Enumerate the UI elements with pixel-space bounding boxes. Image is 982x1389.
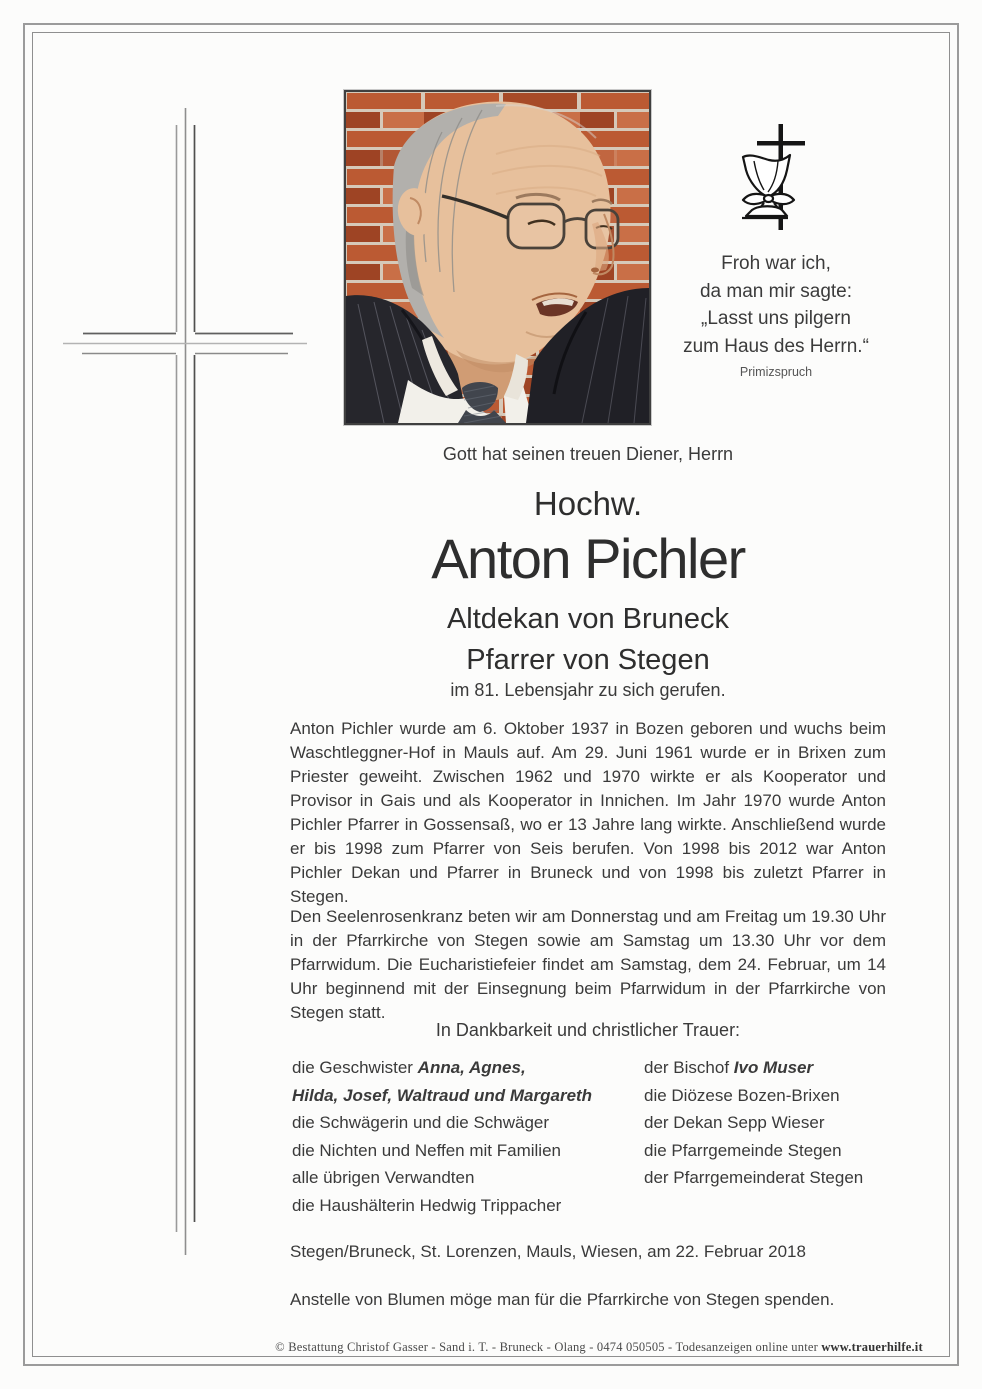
quote-line: da man mir sagte: <box>699 280 853 302</box>
mourning-header: In Dankbarkeit und christlicher Trauer: <box>435 1020 741 1040</box>
subtitle-altdekan: Altdekan von Bruneck <box>446 603 730 635</box>
deceased-name: Anton Pichler <box>431 527 745 590</box>
mourner-relation: die Schwägerin und die Schwäger <box>292 1113 550 1132</box>
footer-website-link: www.trauerhilfe.it <box>821 1340 923 1354</box>
footer <box>240 1340 958 1355</box>
mourner-relation: der Pfarrgemeinderat Stegen <box>644 1168 864 1187</box>
mourner-relation: die Haushälterin Hedwig Trippacher <box>292 1195 562 1215</box>
title-prefix: Hochw. <box>533 485 643 522</box>
mourner-line <box>292 1082 644 1110</box>
chalice-cup <box>742 155 794 218</box>
mourner-name: Anna, Agnes, <box>417 1058 526 1077</box>
quote-line: „Lasst uns pilgern <box>701 308 851 329</box>
cross-vertical-lines <box>177 108 195 1255</box>
mourner-relation: der Dekan Sepp Wieser <box>644 1113 825 1132</box>
mourner-line <box>644 1082 932 1110</box>
mourner-line <box>644 1137 932 1165</box>
mourner-relation: die Diözese Bozen-Brixen <box>644 1085 840 1105</box>
date-line: Stegen/Bruneck, St. Lorenzen, Mauls, Wiesen, am 22. Februar 2018 <box>290 1242 806 1261</box>
intro-line: Gott hat seinen treuen Diener, Herrn <box>442 444 734 464</box>
mourner-line <box>644 1054 932 1082</box>
mourner-line <box>292 1109 644 1137</box>
mourner-line <box>292 1192 644 1220</box>
mourners-family-column <box>292 1054 644 1219</box>
mourners-list <box>292 1054 932 1219</box>
biography-paragraph: Anton Pichler wurde am 6. Oktober 1937 in Bozen geboren und wuchs beim Waschtleggner-Hof in Mauls auf. Am 29. Juni 1961 wurde er in Brixen zum Priester geweiht. Zwischen 1962 und 1970 wirkte er als Kooperator und Provisor in Gais und als Kooperator in Innichen. Im Jahr 1970 wurde Anton Pichler Pfarrer in Gossensaß, wo er 13 Jahre lang wirkte. Anschließend wurde er bis 1998 zum Pfarrer von Seis berufen. Von 1998 bis 2012 war Anton Pichler Dekan und Pfarrer in Bruneck und von 1998 bis zuletzt Pfarrer in Stegen. <box>290 719 886 906</box>
donation-line: Anstelle von Blumen möge man für die Pfarrkirche von Stegen spenden. <box>290 1290 835 1309</box>
footer-text: © Bestattung Christof Gasser - Sand i. T. - Bruneck - Olang - 0474 050505 - Todesanzeigen online unter <box>275 1340 822 1354</box>
mourner-relation: der Bischof <box>644 1058 734 1077</box>
quote-line: Froh war ich, <box>721 253 831 274</box>
cross-ornament-icon <box>48 98 318 1258</box>
chalice-cross-icon <box>726 122 836 234</box>
quote-lines <box>648 250 904 360</box>
mourner-name: Ivo Muser <box>733 1058 814 1077</box>
quote-line: zum Haus des Herrn.“ <box>683 335 869 357</box>
services-paragraph: Den Seelenrosenkranz beten wir am Donnerstag und am Freitag um 19.30 Uhr in der Pfarrkirche von Stegen sowie am Samstag um 13.30 Uhr vor dem Pfarrwidum. Die Eucharistiefeier findet am Samstag, dem 24. Februar, um 14 Uhr beginnend mit der Einsegnung beim Pfarrwidum in der Pfarrkirche von Stegen statt. <box>290 907 886 1022</box>
mourner-relation: die Nichten und Neffen mit Familien <box>292 1140 561 1160</box>
mourner-line <box>644 1109 932 1137</box>
mourner-name: Hilda, Josef, Waltraud und Margareth <box>292 1085 593 1105</box>
subtitle-pfarrer: Pfarrer von Stegen <box>466 644 710 676</box>
mourner-relation: alle übrigen Verwandten <box>292 1168 475 1187</box>
mourners-clergy-column <box>644 1054 932 1219</box>
mourner-line <box>292 1164 644 1192</box>
quote-attribution: Primizspruch <box>739 365 813 379</box>
quote-block <box>648 250 904 379</box>
portrait-photo <box>344 90 651 425</box>
mourner-line <box>292 1137 644 1165</box>
mourner-relation: die Geschwister <box>292 1058 418 1077</box>
mourner-line <box>644 1164 932 1192</box>
mourner-relation: die Pfarrgemeinde Stegen <box>644 1140 842 1160</box>
mourner-line <box>292 1054 644 1082</box>
age-line: im 81. Lebensjahr zu sich gerufen. <box>450 680 726 700</box>
